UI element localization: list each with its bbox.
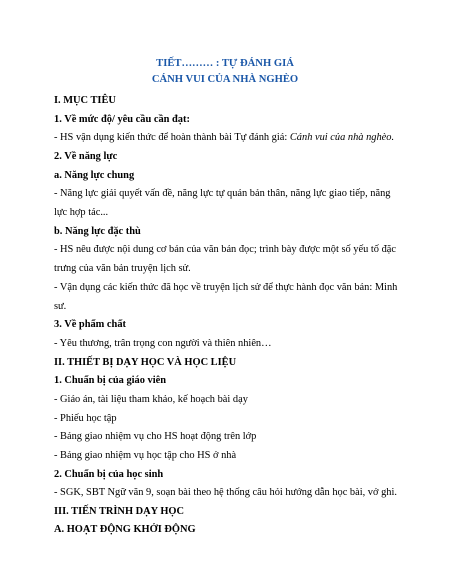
paragraph-requirements-title: Cánh vui của nhà nghèo.: [289, 132, 395, 143]
lesson-subtitle: CÁNH VUI CỦA NHÀ NGHÈO: [151, 74, 299, 85]
paragraph-requirements: [54, 131, 400, 144]
section-heading-procedure: III. TIẾN TRÌNH DẠY HỌC: [54, 506, 185, 517]
list-item: - Bảng giao nhiệm vụ cho HS hoạt động trên lớp: [54, 431, 257, 442]
paragraph-specific-competence-2-line2: sư.: [54, 301, 67, 312]
paragraph-qualities: - Yêu thương, trân trọng con người và thiên nhiên…: [54, 338, 272, 349]
subheading-warmup-activity: A. HOẠT ĐỘNG KHỞI ĐỘNG: [54, 524, 196, 535]
list-item: - Giáo án, tài liệu tham khảo, kế hoạch bài dạy: [54, 394, 248, 405]
subheading-requirements: 1. Về mức độ/ yêu cầu cần đạt:: [54, 114, 190, 125]
paragraph-specific-competence-2-line1: - Vận dụng các kiến thức đã học về truyện lịch sử để thực hành đọc văn bản: Minh: [54, 282, 398, 293]
list-item: - Phiếu học tập: [54, 413, 117, 424]
paragraph-student-prep: - SGK, SBT Ngữ văn 9, soạn bài theo hệ thống câu hỏi hướng dẫn học bài, vở ghi.: [54, 487, 397, 498]
section-heading-equipment: II. THIẾT BỊ DẠY HỌC VÀ HỌC LIỆU: [54, 357, 237, 368]
lesson-title: TIẾT……… : TỰ ĐÁNH GIÁ: [156, 58, 294, 69]
list-item: - Bảng giao nhiệm vụ học tập cho HS ở nhà: [54, 450, 237, 461]
subheading-student-prep: 2. Chuẩn bị của học sinh: [54, 469, 164, 480]
subheading-competence: 2. Về năng lực: [54, 151, 118, 162]
subheading-teacher-prep: 1. Chuẩn bị của giáo viên: [54, 375, 167, 386]
section-heading-objectives: I. MỤC TIÊU: [54, 95, 116, 106]
subheading-specific-competence: b. Năng lực đặc thù: [54, 226, 141, 237]
paragraph-general-competence-line1: - Năng lực giải quyết vấn đề, năng lực tự quản bản thân, năng lực giao tiếp, năng: [54, 188, 391, 199]
paragraph-specific-competence-1-line1: - HS nêu được nội dung cơ bản của văn bản đọc; trình bày được một số yếu tố đặc: [54, 244, 396, 255]
paragraph-general-competence-line2: lực hợp tác...: [54, 207, 109, 218]
paragraph-requirements-text: - HS vận dụng kiến thức để hoàn thành bài Tự đánh giá:: [54, 132, 290, 143]
subheading-qualities: 3. Về phẩm chất: [54, 319, 126, 330]
paragraph-specific-competence-1-line2: trưng của văn bản truyện lịch sử.: [54, 263, 191, 274]
subheading-general-competence: a. Năng lực chung: [54, 170, 135, 181]
